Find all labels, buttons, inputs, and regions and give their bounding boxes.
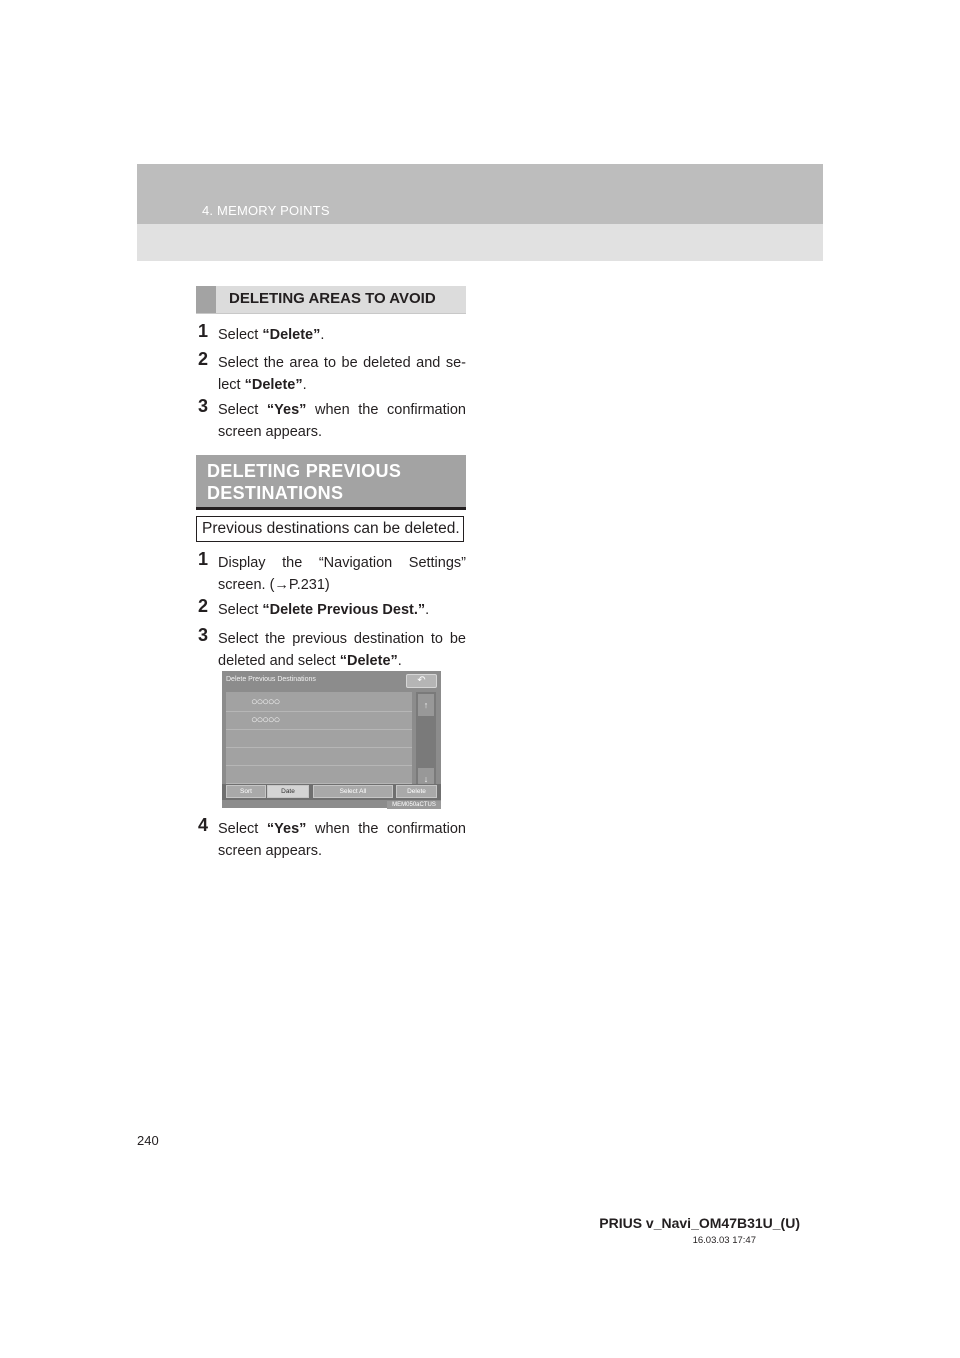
list-item-empty — [226, 766, 412, 784]
document-id: PRIUS v_Navi_OM47B31U_(U) — [599, 1215, 800, 1231]
select-all-button[interactable]: Select All — [313, 785, 393, 798]
prev-step-1: 1 Display the “Navigation Settings” screen. (→P.231) — [198, 549, 466, 593]
list-item[interactable]: ○○○○○ — [226, 694, 412, 712]
prev-step-3: 3 Select the previous destination to be deleted and select “Delete”. — [198, 625, 466, 669]
section-title: 4. MEMORY POINTS — [202, 203, 330, 218]
sort-button[interactable]: Sort — [226, 785, 266, 798]
header-band-lower — [137, 224, 823, 261]
print-stamp: 16.03.03 17:47 — [692, 1235, 756, 1246]
date-button[interactable]: Date — [267, 785, 309, 798]
step-number: 4 — [198, 815, 209, 835]
back-icon: ↶ — [417, 675, 426, 686]
list-item-empty — [226, 748, 412, 766]
step-number: 2 — [198, 349, 209, 369]
avoid-step-3: 3 Select “Yes” when the confirmation screen appears. — [198, 396, 466, 440]
heading-deleting-areas — [196, 286, 466, 314]
prev-step-2: 2 Select “Delete Previous Dest.”. — [198, 596, 430, 618]
list-item[interactable]: ○○○○○ — [226, 712, 412, 730]
list-item-empty — [226, 730, 412, 748]
page-number: 240 — [137, 1133, 159, 1148]
scrollbar[interactable] — [416, 692, 436, 792]
destination-list — [226, 692, 412, 792]
avoid-step-2: 2 Select the area to be deleted and se- lect “Delete”. — [198, 349, 466, 393]
bottom-bar — [222, 784, 441, 800]
scroll-down-icon[interactable]: ↓ — [418, 768, 434, 790]
back-button[interactable] — [406, 674, 437, 688]
heading-label: DELETING AREAS TO AVOID — [229, 290, 436, 307]
heading-deleting-previous — [196, 455, 466, 510]
step-number: 3 — [198, 625, 209, 645]
image-code: MEM050aCTUS — [387, 801, 441, 809]
prev-step-4: 4 Select “Yes” when the confirmation screen appears. — [198, 815, 466, 859]
heading-marker — [196, 286, 216, 313]
scroll-up-icon[interactable]: ↑ — [418, 694, 434, 716]
avoid-step-1: 1 Select “Delete”. — [198, 321, 325, 343]
screen-title: Delete Previous Destinations — [226, 676, 316, 683]
step-number: 1 — [198, 549, 209, 569]
info-box: Previous destinations can be deleted. — [196, 516, 464, 542]
delete-button[interactable]: Delete — [396, 785, 437, 798]
heading-label: DELETING PREVIOUS DESTINATIONS — [207, 461, 402, 503]
step-number: 3 — [198, 396, 209, 416]
delete-destinations-screen — [222, 671, 441, 808]
step-number: 2 — [198, 596, 209, 616]
step-number: 1 — [198, 321, 209, 341]
